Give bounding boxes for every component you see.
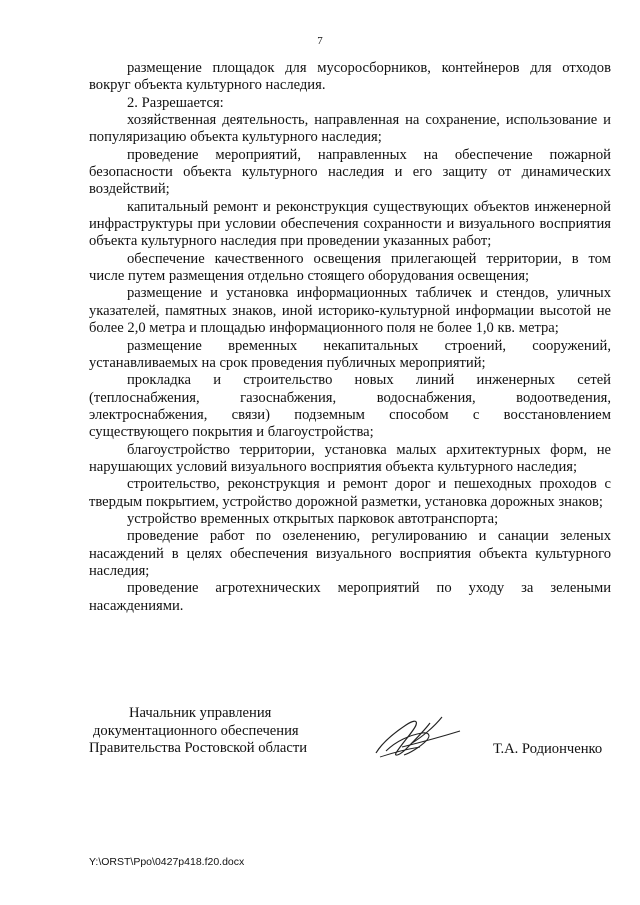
page-number: 7	[317, 35, 323, 47]
signatory-title-line: Правительства Ростовской области	[89, 740, 308, 756]
paragraph: размещение временных некапитальных строений, сооружений, устанавливаемых на срок проведения публичных мероприятий;	[89, 337, 611, 371]
paragraph: прокладка и строительство новых линий инженерных сетей (теплоснабжения, газоснабжения, водоснабжения, водоотведения, электроснабжения, связи) подземным способом с восстановлением существующего покрытия и благоустройства;	[89, 372, 611, 441]
paragraph: размещение и установка информационных табличек и стендов, уличных указателей, памятных знаков, иной историко-культурной информации высотой не более 2,0 метра и площадью информационного поля не более 1,0 кв. метра;	[89, 285, 611, 337]
paragraph: проведение мероприятий, направленных на обеспечение пожарной безопасности объекта культурного наследия и его защиту от динамических воздействий;	[89, 146, 611, 198]
paragraph: устройство временных открытых парковок автотранспорта;	[127, 510, 499, 527]
paragraph: благоустройство территории, установка малых архитектурных форм, не нарушающих условий визуального восприятия объекта культурного наследия;	[89, 441, 611, 475]
signatory-title-line: документационного обеспечения	[93, 722, 299, 739]
paragraph: размещение площадок для мусоросборников, контейнеров для отходов вокруг объекта культурного наследия.	[89, 60, 611, 94]
paragraph: обеспечение качественного освещения прилегающей территории, в том числе путем размещения отдельно стоящего оборудования освещения;	[89, 250, 611, 285]
paragraph: хозяйственная деятельность, направленная на сохранение, использование и популяризацию объекта культурного наследия;	[89, 112, 611, 146]
paragraph: проведение агротехнических мероприятий по уходу за зелеными насаждениями.	[89, 580, 611, 614]
document-body	[89, 60, 611, 615]
paragraph: проведение работ по озеленению, регулированию и санации зеленых насаждений в целях обеспечения визуального восприятия объекта культурного наследия;	[89, 528, 611, 579]
paragraph: 2. Разрешается:	[127, 94, 224, 111]
signatory-title-line: Начальник управления	[129, 705, 272, 721]
paragraph: строительство, реконструкция и ремонт дорог и пешеходных проходов с твердым покрытием, устройство дорожной разметки, установка дорожных знаков;	[89, 476, 611, 510]
signatory-name: Т.А. Родионченко	[493, 741, 603, 757]
handwritten-signature-icon	[372, 713, 464, 761]
signatory-title	[89, 705, 329, 758]
paragraph: капитальный ремонт и реконструкция существующих объектов инженерной инфраструктуры при условии обеспечения сохранности и визуального восприятия объекта культурного наследия при проведении указанных работ;	[89, 198, 611, 250]
file-path-footer: Y:\ORST\Ppo\0427p418.f20.docx	[89, 856, 245, 868]
